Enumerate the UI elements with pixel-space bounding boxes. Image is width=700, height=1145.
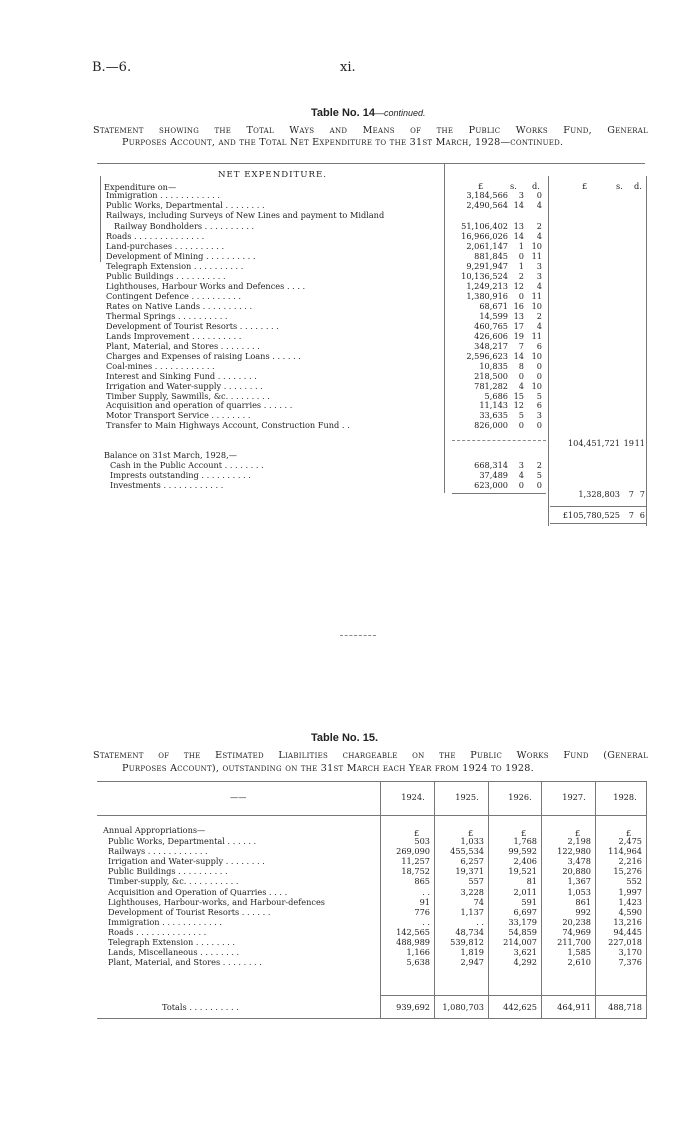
liability-cell: 3,170	[618, 947, 642, 958]
grand-total-shillings: 7	[628, 510, 634, 520]
expenditure-item-pence: 6	[536, 400, 542, 411]
expenditure-item-shillings: 0	[518, 420, 524, 431]
expenditure-item-label: Interest and Sinking Fund . . . . . . . .	[106, 370, 257, 381]
expenditure-item-pounds: 2,490,564	[466, 199, 508, 210]
expenditure-item-pounds: 3,184,566	[466, 190, 508, 200]
liability-cell: 776	[414, 906, 430, 917]
liability-cell: 5,638	[406, 957, 430, 968]
liability-cell: 865	[414, 876, 430, 887]
expenditure-item-label: Motor Transport Service . . . . . . . .	[106, 410, 251, 421]
balance-item-label: Imprests outstanding . . . . . . . . . .	[110, 470, 251, 480]
table15-top-rule	[97, 781, 647, 782]
expenditure-item-label: Public Buildings . . . . . . . . . .	[106, 271, 226, 282]
expenditure-item-label: Irrigation and Water-supply . . . . . . . .	[106, 380, 263, 391]
expenditure-item-shillings: 14	[513, 231, 524, 242]
expenditure-item-pence: 11	[531, 330, 542, 341]
liability-row-label: Telegraph Extension . . . . . . . .	[108, 937, 235, 947]
expenditure-item-pence: 4	[536, 281, 542, 292]
expenditure-item-pounds: 9,291,947	[466, 261, 508, 272]
liability-cell: 1,585	[567, 947, 591, 958]
liability-cell: 1,137	[460, 906, 484, 917]
liability-cell: 227,018	[608, 937, 642, 947]
expenditure-item-pounds: 2,596,623	[466, 350, 508, 361]
liability-cell: 4,590	[618, 906, 642, 917]
year-header: 1924.	[401, 792, 425, 802]
liability-cell: 2,406	[513, 856, 537, 867]
liability-cell: 211,700	[557, 937, 591, 947]
balance-item-pounds: 37,489	[479, 470, 508, 480]
balance-item-label: Investments . . . . . . . . . . . .	[110, 480, 224, 490]
liability-cell: 269,090	[396, 846, 430, 857]
expenditure-item-shillings: 15	[513, 390, 524, 401]
expenditure-item-pence: 3	[536, 271, 542, 282]
table14-title-main: Table No. 14	[311, 107, 375, 119]
expenditure-item-pounds: 881,845	[474, 251, 508, 262]
currency-symbol: £	[521, 828, 527, 838]
balance-item-pence: 0	[536, 480, 542, 490]
liability-cell: 122,980	[557, 846, 591, 857]
expenditure-item-label: Contingent Defence . . . . . . . . . .	[106, 291, 241, 301]
liability-cell: 503	[414, 836, 430, 846]
currency-symbol: £	[626, 828, 632, 838]
totals-cell: 488,718	[608, 1002, 642, 1012]
expenditure-item-label: Lighthouses, Harbour Works and Defences . . . .	[106, 281, 306, 292]
liability-cell: 2,198	[567, 836, 591, 846]
expenditure-item-pence: 10	[531, 350, 542, 361]
expenditure-item-shillings: 2	[518, 271, 524, 282]
currency-symbol: £	[414, 828, 420, 838]
expenditure-item-shillings: 19	[513, 330, 524, 341]
balance-total-pounds: 1,328,803	[578, 489, 620, 499]
expenditure-item-pounds: 14,599	[479, 310, 508, 321]
expenditure-item-label: Charges and Expenses of raising Loans . . . . . .	[106, 350, 301, 361]
expenditure-item-pounds: 1,380,916	[466, 291, 508, 301]
liability-cell: 539,812	[450, 937, 484, 947]
currency-symbol: £	[575, 828, 581, 838]
liability-cell: 2,011	[513, 886, 537, 897]
expenditure-item-shillings: 4	[518, 380, 524, 391]
expenditure-item-label: Development of Mining . . . . . . . . . .	[106, 251, 256, 262]
expenditure-item-shillings: 8	[518, 360, 524, 371]
expenditure-item-pence: 3	[536, 261, 542, 272]
liability-cell: 4,292	[513, 957, 537, 968]
liability-cell: 3,621	[513, 947, 537, 958]
expenditure-item-shillings: 0	[518, 291, 524, 301]
expenditure-item-pence: 11	[531, 251, 542, 262]
table14-shilling-header-2: s.	[616, 181, 623, 191]
table14-pound-header-2: £	[582, 181, 588, 191]
liability-cell: 552	[626, 876, 642, 887]
expenditure-item-pence: 4	[536, 320, 542, 331]
liability-row-label: Plant, Material, and Stores . . . . . . . .	[108, 957, 262, 968]
expenditure-item-pence: 5	[536, 390, 542, 401]
balance-item-shillings: 4	[518, 470, 524, 480]
grand-total-pence: 6	[639, 510, 645, 520]
expenditure-item-pounds: 826,000	[474, 420, 508, 431]
liability-cell: 94,445	[613, 926, 642, 937]
expenditure-item-label: Telegraph Extension . . . . . . . . . .	[106, 261, 244, 272]
liability-cell: 114,964	[608, 846, 642, 857]
expenditure-item-label: Immigration . . . . . . . . . . . .	[106, 190, 220, 200]
liability-cell: . .	[422, 886, 430, 897]
expenditure-item-pounds: 11,143	[479, 400, 508, 411]
year-header: 1928.	[613, 792, 637, 802]
liability-cell: 19,371	[455, 866, 484, 877]
liability-row-label: Lighthouses, Harbour-works, and Harbour-defences	[108, 896, 325, 907]
liability-cell: 591	[521, 896, 537, 907]
liability-row-label: Roads . . . . . . . . . . . . . .	[108, 926, 207, 937]
balance-total-pence: 7	[639, 489, 645, 499]
totals-cell: 442,625	[503, 1002, 537, 1012]
grand-total-pounds: £105,780,525	[562, 510, 620, 520]
expenditure-item-pounds: 5,686	[484, 390, 508, 401]
liability-cell: 13,216	[613, 916, 642, 927]
expenditure-item-pence: 0	[536, 420, 542, 431]
liability-cell: 6,697	[513, 906, 537, 917]
expenditure-item-pence: 10	[531, 300, 542, 311]
expenditure-item-shillings: 12	[513, 281, 524, 292]
liability-row-label: Railways . . . . . . . . . . . .	[108, 846, 208, 857]
expenditure-item-shillings: 17	[513, 320, 524, 331]
expenditure-item-pounds: 2,061,147	[466, 241, 508, 252]
liability-cell: 1,367	[567, 876, 591, 887]
balance-item-pounds: 623,000	[474, 480, 508, 490]
liability-cell: 3,478	[567, 856, 591, 867]
page-header-left: B.—6.	[92, 60, 132, 75]
table14-pence-header-2: d.	[634, 181, 642, 191]
expenditure-item-shillings: 14	[513, 350, 524, 361]
table14-statement-line1: Statement showing the Total Ways and Means of the Public Works Fund, General	[93, 125, 648, 136]
expenditure-item-label: Public Works, Departmental . . . . . . . .	[106, 199, 265, 210]
balance-total-shillings: 7	[628, 489, 634, 499]
table14-pound-header: £	[478, 181, 484, 191]
expenditure-item-label: Timber Supply, Sawmills, &c. . . . . . . . .	[106, 390, 270, 401]
liability-row-label: Lands, Miscellaneous . . . . . . . .	[108, 947, 240, 958]
expenditure-item-label: Railway Bondholders . . . . . . . . . .	[114, 221, 255, 232]
expenditure-item-pounds: 218,500	[474, 370, 508, 381]
page-number: xi.	[340, 60, 356, 75]
expenditure-item-pence: 0	[536, 190, 542, 200]
liability-cell: 214,007	[503, 937, 537, 947]
table14-statement-line2: Purposes Account, and the Total Net Expenditure to the 31st March, 1928—continued.	[122, 137, 564, 148]
year-header: 1926.	[508, 792, 532, 802]
expenditure-item-pence: 0	[536, 360, 542, 371]
balance-item-pence: 5	[536, 470, 542, 480]
table15-bottom-rule	[97, 1018, 647, 1019]
expenditure-item-shillings: 5	[518, 410, 524, 421]
expenditure-item-pence: 10	[531, 380, 542, 391]
totals-cell: 1,080,703	[442, 1002, 484, 1012]
liability-cell: 488,989	[396, 937, 430, 947]
expenditure-item-shillings: 0	[518, 251, 524, 262]
liability-cell: 1,033	[460, 836, 484, 846]
year-header: 1927.	[562, 792, 586, 802]
liability-cell: 3,228	[460, 886, 484, 897]
table15-title: Table No. 15.	[311, 732, 379, 744]
expenditure-item-pence: 3	[536, 410, 542, 421]
expenditure-item-shillings: 1	[518, 261, 524, 272]
liability-cell: 6,257	[460, 856, 484, 867]
table15-col-rule-6	[646, 781, 647, 1018]
expenditure-item-shillings: 3	[518, 190, 524, 200]
expenditure-item-label: Land-purchases . . . . . . . . . .	[106, 241, 225, 252]
liability-cell: 54,859	[508, 926, 537, 937]
table15-header-rule	[97, 815, 647, 816]
totals-cell: 464,911	[557, 1002, 591, 1012]
expenditure-item-pounds: 426,606	[474, 330, 508, 341]
liability-cell: 1,166	[406, 947, 430, 958]
totals-cell: 939,692	[396, 1002, 430, 1012]
expenditure-item-pounds: 33,635	[479, 410, 508, 421]
liability-cell: 7,376	[618, 957, 642, 968]
liability-cell: 2,610	[567, 957, 591, 968]
liability-cell: 1,053	[567, 886, 591, 897]
liability-row-label: Development of Tourist Resorts . . . . . .	[108, 906, 271, 917]
expenditure-total-pounds: 104,451,721	[567, 438, 620, 448]
balance-item-shillings: 3	[518, 460, 524, 470]
balance-item-pounds: 668,314	[474, 460, 508, 470]
liability-cell: 2,216	[618, 856, 642, 867]
expenditure-item-pounds: 16,966,026	[461, 231, 508, 242]
liability-cell: 557	[468, 876, 484, 887]
liability-cell: 2,947	[460, 957, 484, 968]
liability-cell: 455,534	[450, 846, 484, 857]
liability-cell: 20,880	[562, 866, 591, 877]
table15-totals-rule	[380, 995, 646, 996]
expenditure-item-pounds: 68,671	[479, 300, 508, 311]
expenditure-item-pounds: 460,765	[474, 320, 508, 331]
expenditure-item-pence: 10	[531, 241, 542, 252]
expenditure-item-label: Acquisition and operation of quarries . . . . . .	[106, 400, 293, 411]
expenditure-total-pence: 11	[634, 438, 645, 448]
table14-shilling-header: s.	[510, 181, 517, 191]
expenditure-item-shillings: 1	[518, 241, 524, 252]
liability-cell: 2,475	[618, 836, 642, 846]
expenditure-item-label: Transfer to Main Highways Account, Construction Fund . .	[106, 420, 350, 431]
liability-row-label: Public Buildings . . . . . . . . . .	[108, 866, 228, 877]
expenditure-item-pence: 2	[536, 221, 542, 232]
expenditure-item-pounds: 1,249,213	[466, 281, 508, 292]
expenditure-item-pence: 11	[531, 291, 542, 301]
liability-row-label: Timber-supply, &c. . . . . . . . . . .	[108, 876, 239, 887]
year-header: 1925.	[455, 792, 479, 802]
liability-cell: 74	[473, 896, 484, 907]
expenditure-item-pence: 2	[536, 310, 542, 321]
expenditure-total-shillings: 19	[623, 438, 634, 448]
liability-cell: 1,423	[618, 896, 642, 907]
expenditure-item-pounds: 10,136,524	[461, 271, 508, 282]
liability-cell: 142,565	[396, 926, 430, 937]
expenditure-item-pence: 6	[536, 340, 542, 351]
expenditure-item-shillings: 12	[513, 400, 524, 411]
liability-row-label: Irrigation and Water-supply . . . . . . . .	[108, 856, 265, 867]
expenditure-item-pence: 0	[536, 370, 542, 381]
liability-cell: 1,768	[513, 836, 537, 846]
expenditure-item-pence: 4	[536, 231, 542, 242]
expenditure-item-label: Coal-mines . . . . . . . . . . . .	[106, 360, 215, 371]
table15-group-heading: Annual Appropriations—	[103, 825, 206, 835]
liability-cell: 15,276	[613, 866, 642, 877]
liability-cell: 1,819	[460, 947, 484, 958]
expenditure-item-pounds: 781,282	[474, 380, 508, 391]
liability-cell: 18,752	[401, 866, 430, 877]
liability-cell: 861	[575, 896, 591, 907]
expenditure-item-label: Rates on Native Lands . . . . . . . . . .	[106, 300, 253, 311]
liability-cell: 992	[575, 906, 591, 917]
liability-cell: . .	[476, 916, 484, 927]
table15-blank-header: ——	[230, 792, 247, 802]
table15-statement-line1: Statement of the Estimated Liabilities chargeable on the Public Works Fund (General	[93, 750, 648, 761]
liability-row-label: Immigration . . . . . . . . . . . .	[108, 916, 222, 927]
expenditure-item-label: Development of Tourist Resorts . . . . . . . .	[106, 320, 279, 331]
expenditure-item-label: Roads . . . . . . . . . . . . . .	[106, 231, 205, 242]
expenditure-item-pounds: 10,835	[479, 360, 508, 371]
expenditure-item-shillings: 7	[518, 340, 524, 351]
table14-title-continued: —continued.	[374, 108, 426, 118]
expenditure-item-shillings: 0	[518, 370, 524, 381]
expenditure-item-shillings: 13	[513, 221, 524, 232]
expenditure-item-label: Plant, Material, and Stores . . . . . . . .	[106, 340, 260, 351]
liability-cell: 11,257	[401, 856, 430, 867]
liability-cell: 20,238	[562, 916, 591, 927]
balance-item-pence: 2	[536, 460, 542, 470]
expenditure-item-label: Railways, including Surveys of New Lines and payment to Midland	[106, 209, 385, 220]
table15-statement-line2: Purposes Account), outstanding on the 31st March each Year from 1924 to 1928.	[122, 763, 534, 774]
expenditure-item-pounds: 348,217	[474, 340, 508, 351]
table14-pence-header: d.	[532, 181, 540, 191]
liability-cell: 81	[526, 876, 537, 887]
table14-section-heading: NET EXPENDITURE.	[218, 170, 327, 180]
liability-cell: 99,592	[508, 846, 537, 857]
expenditure-item-shillings: 14	[513, 199, 524, 210]
balance-item-shillings: 0	[518, 480, 524, 490]
liability-cell: 19,521	[508, 866, 537, 877]
table14-balance-heading: Balance on 31st March, 1928,—	[104, 450, 237, 460]
expenditure-item-label: Thermal Springs . . . . . . . . . .	[106, 310, 228, 321]
table15-totals-label: Totals . . . . . . . . . .	[162, 1002, 239, 1012]
liability-cell: 1,997	[618, 886, 642, 897]
balance-item-label: Cash in the Public Account . . . . . . . .	[110, 460, 264, 470]
liability-row-label: Acquisition and Operation of Quarries . . . .	[108, 886, 288, 897]
liability-cell: 91	[419, 896, 430, 907]
liability-cell: 74,969	[562, 926, 591, 937]
expenditure-item-pounds: 51,106,402	[461, 221, 508, 232]
liability-row-label: Public Works, Departmental . . . . . .	[108, 836, 257, 846]
expenditure-item-pence: 4	[536, 199, 542, 210]
liability-cell: 48,734	[455, 926, 484, 937]
expenditure-item-label: Lands Improvement . . . . . . . . . .	[106, 330, 242, 341]
expenditure-item-shillings: 16	[513, 300, 524, 311]
currency-symbol: £	[468, 828, 474, 838]
liability-cell: 33,179	[508, 916, 537, 927]
expenditure-item-shillings: 13	[513, 310, 524, 321]
table14-expenditure-heading: Expenditure on—	[104, 182, 177, 192]
liability-cell: . .	[422, 916, 430, 927]
